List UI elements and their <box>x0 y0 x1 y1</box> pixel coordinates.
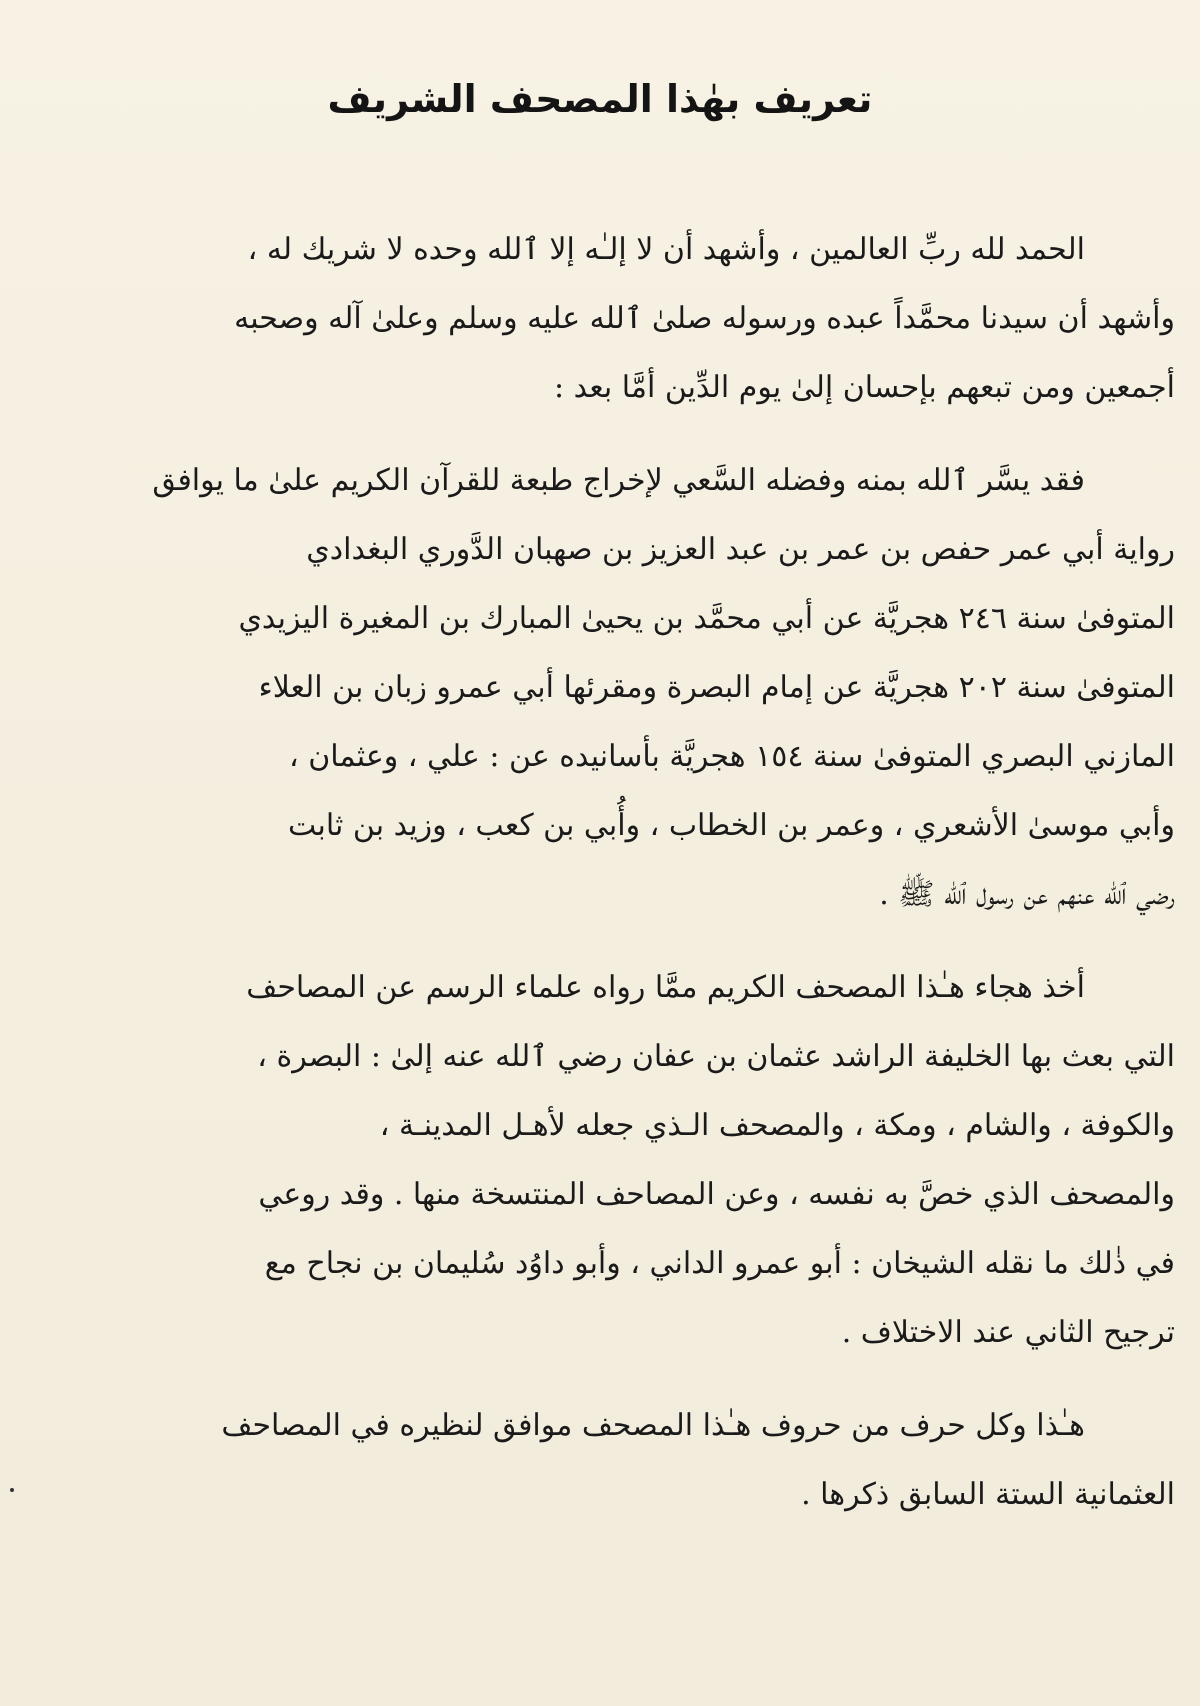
text-line: في ذٰلك ما نقله الشيخان : أبو عمرو الداني ، وأبو داوُد سُليمان بن نجاح مع <box>264 1246 1175 1281</box>
text-line: أجمعين ومن تبعهم بإحسان إلىٰ يوم الدِّين أمَّا بعد : <box>554 370 1175 405</box>
paragraph-gap <box>10 422 1175 446</box>
text-line: ترجيح الثاني عند الاختلاف . <box>841 1315 1175 1350</box>
paragraph <box>10 953 1175 1367</box>
text-line: هـٰذا وكل حرف من حروف هـٰذا المصحف موافق لنظيره في المصاحف <box>221 1408 1085 1443</box>
text-line: المتوفىٰ سنة ٢٠٢ هجريَّة عن إمام البصرة ومقرئها أبي عمرو زبان بن العلاء <box>258 670 1175 705</box>
paragraph-gap <box>10 1367 1175 1391</box>
text-line: والكوفة ، والشام ، ومكة ، والمصحف الـذي جعله لأهـل المدينـة ، <box>379 1108 1175 1143</box>
paragraph <box>10 1391 1175 1529</box>
text-line: رواية أبي عمر حفص بن عمر بن عبد العزيز بن صهبان الدَّوري البغدادي <box>306 532 1175 567</box>
paragraph-gap <box>10 929 1175 953</box>
text-line: والمصحف الذي خصَّ به نفسه ، وعن المصاحف المنتسخة منها . وقد روعي <box>258 1177 1175 1212</box>
text-line: التي بعث بها الخليفة الراشد عثمان بن عفان رضي ٱلله عنه إلىٰ : البصرة ، <box>257 1039 1175 1074</box>
text-line: رضي ٱلله عنهم عن رسول ٱلله ﷺ . <box>879 877 1175 912</box>
text-line: المازني البصري المتوفىٰ سنة ١٥٤ هجريَّة بأسانيده عن : علي ، وعثمان ، <box>289 739 1175 774</box>
page-title: تعريف بهٰذا المصحف الشريف <box>327 77 873 122</box>
paragraph <box>10 446 1175 929</box>
text-line: وأبي موسىٰ الأشعري ، وعمر بن الخطاب ، وأُبي بن كعب ، وزيد بن ثابت <box>288 808 1175 843</box>
text-line: العثمانية الستة السابق ذكرها . <box>801 1477 1175 1512</box>
body-text <box>10 215 1175 1529</box>
paragraph <box>10 215 1175 422</box>
text-line: المتوفىٰ سنة ٢٤٦ هجريَّة عن أبي محمَّد بن يحيىٰ المبارك بن المغيرة اليزيدي <box>238 601 1175 636</box>
text-line: الحمد لله ربِّ العالمين ، وأشهد أن لا إلـٰه إلا ٱلله وحده لا شريك له ، <box>247 232 1085 267</box>
margin-dot <box>10 1488 14 1492</box>
text-line: أخذ هجاء هـٰذا المصحف الكريم ممَّا رواه علماء الرسم عن المصاحف <box>246 970 1085 1005</box>
text-line: فقد يسَّر ٱلله بمنه وفضله السَّعي لإخراج طبعة للقرآن الكريم علىٰ ما يوافق <box>152 463 1085 498</box>
text-line: وأشهد أن سيدنا محمَّداً عبده ورسوله صلىٰ ٱلله عليه وسلم وعلىٰ آله وصحبه <box>234 301 1175 336</box>
